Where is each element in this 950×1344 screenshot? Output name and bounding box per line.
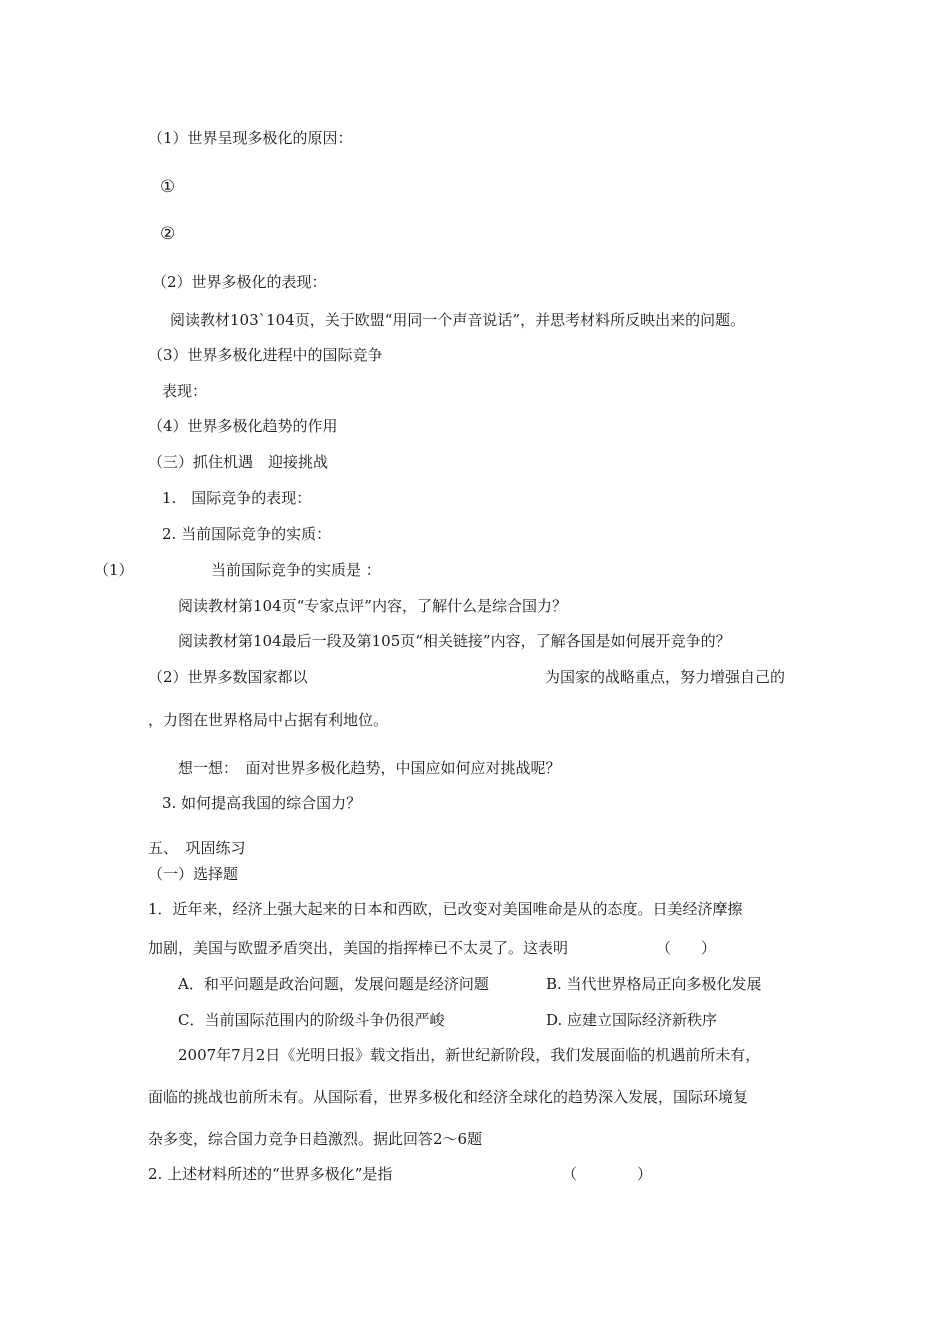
text-line: 3. 如何提高我国的综合国力？ xyxy=(162,794,362,812)
text-line: 当前国际竞争的实质是 ： xyxy=(211,561,381,579)
text-line: （2）世界多数国家都以 xyxy=(148,668,308,686)
circled-number-2: ② xyxy=(160,224,176,244)
option-b: B. 当代世界格局正向多极化发展 xyxy=(546,975,762,993)
option-a: A．和平问题是政治问题，发展问题是经济问题 xyxy=(178,975,489,993)
section-heading: （三）抓住机遇 迎接挑战 xyxy=(148,453,329,471)
text-line: 2. 当前国际竞争的实质： xyxy=(162,525,332,543)
text-line: （2）世界多极化的表现： xyxy=(152,273,327,291)
text-line: （1）世界呈现多极化的原因： xyxy=(148,129,353,147)
circled-number-1: ① xyxy=(160,177,176,197)
text-line: 1. 国际竞争的表现： xyxy=(162,489,312,507)
section-heading: 五、 巩固练习 xyxy=(148,839,246,857)
text-line: （3）世界多极化进程中的国际竞争 xyxy=(148,346,383,364)
option-c: C．当前国际范围内的阶级斗争仍很严峻 xyxy=(178,1011,445,1029)
section-heading: （一）选择题 xyxy=(148,865,239,883)
text-line: 表现： xyxy=(162,382,208,400)
question-text: 2. 上述材料所述的“世界多极化”是指 xyxy=(148,1165,393,1183)
passage-text: 杂多变，综合国力竞争日趋激烈。据此回答2～6题 xyxy=(148,1130,483,1148)
text-line: 阅读教材第104页“专家点评”内容，了解什么是综合国力？ xyxy=(178,597,567,615)
option-d: D. 应建立国际经济新秩序 xyxy=(546,1011,718,1029)
text-line: 阅读教材103`104页，关于欧盟“用同一个声音说话”，并思考材料所反映出来的问题。 xyxy=(170,311,746,329)
answer-blank: （ ） xyxy=(562,1165,653,1183)
text-line: （1） xyxy=(94,561,134,579)
text-line: ，力图在世界格局中占据有利地位。 xyxy=(148,711,389,729)
answer-blank: （ ） xyxy=(656,939,717,957)
text-line: （4）世界多极化趋势的作用 xyxy=(148,417,338,435)
text-line: 阅读教材第104最后一段及第105页“相关链接”内容，了解各国是如何展开竞争的？ xyxy=(178,632,731,650)
text-line: 想一想： 面对世界多极化趋势，中国应如何应对挑战呢？ xyxy=(178,759,561,777)
text-line: 为国家的战略重点，努力增强自己的 xyxy=(545,668,786,686)
question-text: 加剧，美国与欧盟矛盾突出，美国的指挥棒已不太灵了。这表明 xyxy=(148,939,569,957)
passage-text: 2007年7月2日《光明日报》载文指出，新世纪新阶段，我们发展面临的机遇前所未有， xyxy=(178,1046,761,1064)
passage-text: 面临的挑战也前所未有。从国际看，世界多极化和经济全球化的趋势深入发展，国际环境复 xyxy=(148,1088,749,1106)
question-text: 1．近年来，经济上强大起来的日本和西欧，已改变对美国唯命是从的态度。日美经济摩擦 xyxy=(148,900,743,918)
